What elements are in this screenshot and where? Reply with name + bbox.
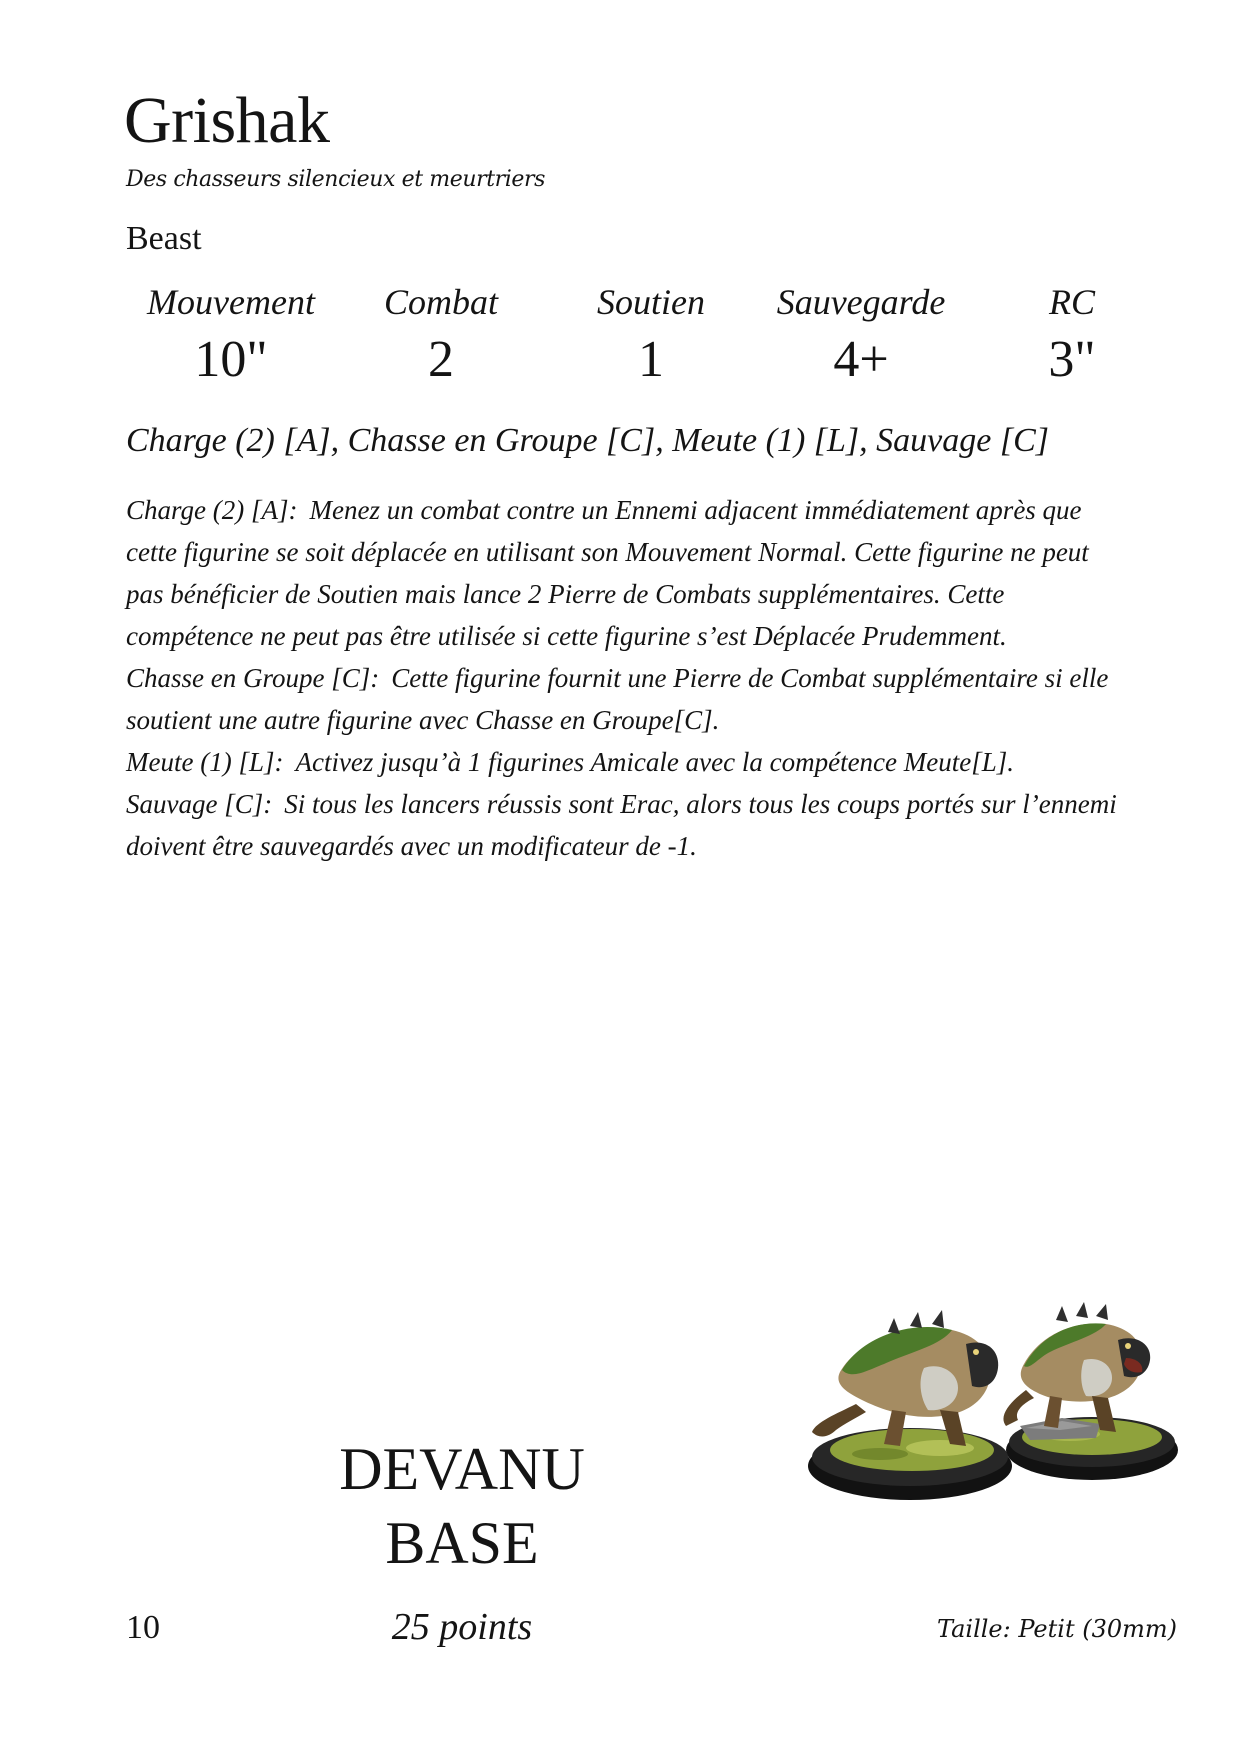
ability-charge [126, 489, 1131, 657]
stat-label: Sauvegarde [776, 282, 946, 322]
ability-text: Activez jusqu’à 1 figurines Amicale avec la compétence Meute[L]. [295, 747, 1015, 777]
stat-value: 4+ [833, 331, 889, 388]
ability-text: Si tous les lancers réussis sont Erac, alors tous les coups portés sur l’ennemi doivent être sauvegardés avec un modificateur de -1. [126, 789, 1117, 861]
unit-category: BASE [385, 1510, 539, 1576]
ability-text: Menez un combat contre un Ennemi adjacent immédiatement après que cette figurine se soit déplacée en utilisant son Mouvement Normal. Cette figurine ne peut pas bénéficier de Soutien mais lance 2 Pierre de Combats supplémentaires. Cette compétence ne peut pas être utilisée si cette figurine s’est Déplacée Prudemment. [126, 495, 1089, 651]
ability-meute [126, 741, 1131, 783]
stat-combat [341, 282, 541, 388]
stat-label: RC [1048, 282, 1095, 322]
stat-value: 10" [194, 331, 268, 388]
ability-text: Cette figurine fournit une Pierre de Combat supplémentaire si elle soutient une autre figurine avec Chasse en Groupe[C]. [126, 663, 1109, 735]
ability-name: Meute (1) [L]: [126, 747, 284, 777]
unit-subtitle: Des chasseurs silencieux et meurtriers [126, 167, 546, 192]
faction-name: DEVANU [339, 1436, 585, 1502]
size-label: Taille: Petit (30mm) [936, 1615, 1177, 1643]
abilities-description [126, 489, 1131, 867]
stat-soutien [551, 282, 751, 388]
miniature-left [812, 1310, 998, 1446]
base-right [1006, 1417, 1178, 1480]
stat-mouvement [131, 282, 331, 388]
miniature-right [1003, 1302, 1150, 1432]
stat-rc [972, 282, 1172, 388]
stat-label: Combat [383, 282, 498, 322]
abilities-summary: Charge (2) [A], Chasse en Groupe [C], Meute (1) [L], Sauvage [C] [126, 422, 1049, 459]
miniatures-photo [800, 1298, 1180, 1510]
stat-value: 2 [428, 331, 454, 388]
unit-type: Beast [126, 220, 202, 257]
page-number: 10 [126, 1609, 160, 1646]
ability-sauvage [126, 783, 1131, 867]
base-left [808, 1428, 1012, 1500]
ability-name: Chasse en Groupe [C]: [126, 663, 380, 693]
stat-label: Mouvement [147, 282, 315, 322]
stat-value: 3" [1048, 331, 1096, 388]
stat-value: 1 [638, 331, 664, 388]
stat-sauvegarde [761, 282, 961, 388]
ability-name: Charge (2) [A]: [126, 495, 298, 525]
unit-title: Grishak [124, 84, 330, 157]
unit-points: 25 points [391, 1606, 533, 1648]
ability-name: Sauvage [C]: [126, 789, 273, 819]
ability-chasse-en-groupe [126, 657, 1131, 741]
stat-label: Soutien [597, 282, 705, 322]
